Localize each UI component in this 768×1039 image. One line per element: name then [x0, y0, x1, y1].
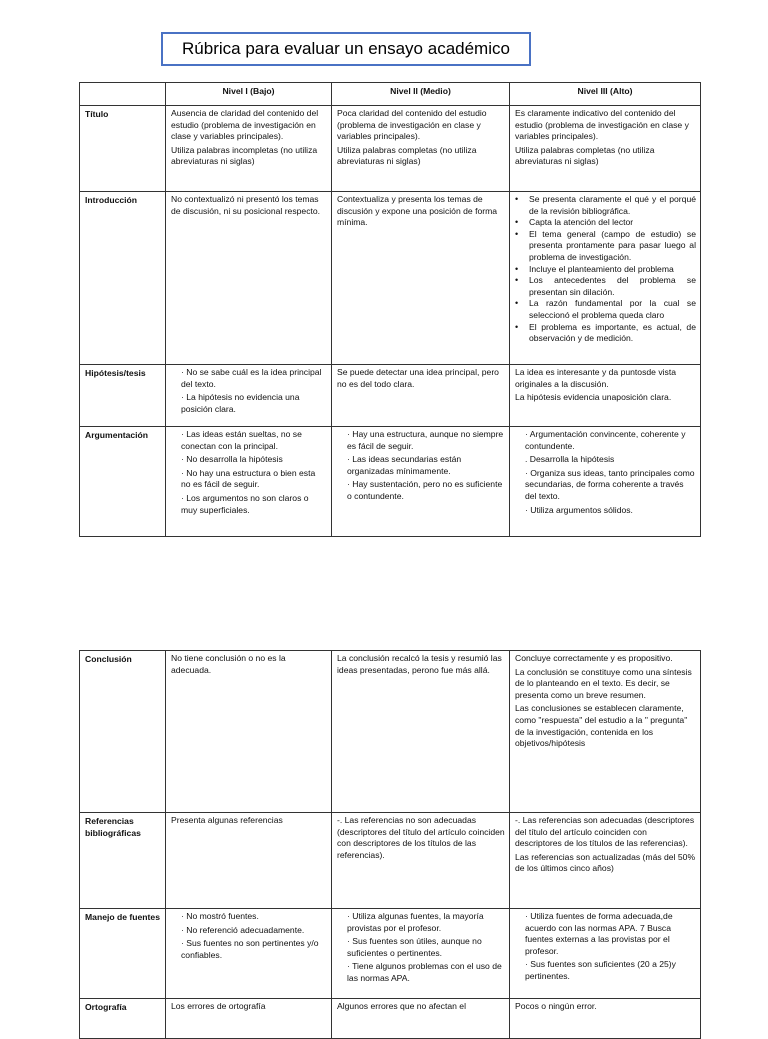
rubric-row-manejo-de-fuentes [80, 909, 701, 999]
cell-text: Utiliza palabras completas (no utiliza abreviaturas ni siglas) [337, 144, 477, 167]
cell-text: · Tiene algunos problemas con el uso de las normas APA. [347, 961, 502, 983]
cell-text: · La hipótesis no evidencia una posición clara. [181, 392, 300, 414]
cell-text: Los errores de ortografía [171, 1001, 266, 1011]
level-2-cell [332, 192, 510, 365]
cell-text: No contextualizó ni presentó los temas de discusión, ni su posicional respecto. [171, 194, 321, 216]
rubric-table-part-2 [79, 650, 701, 1039]
cell-text: Presenta algunas referencias [171, 815, 283, 825]
level-2-cell [332, 999, 510, 1039]
bullet-item: • El problema es importante, es actual, de observación y de medición. [515, 322, 696, 345]
cell-text: · Utiliza algunas fuentes, la mayoría provistas por el profesor. [347, 911, 484, 933]
rubric-row-argumentacion [80, 427, 701, 537]
header-level-3: Nivel III (Alto) [510, 83, 701, 106]
rubric-table-part-1 [79, 82, 701, 537]
criterion-label: Conclusión [80, 651, 166, 813]
bullet-item: • Se presenta claramente el qué y el porqué de la revisión bibliográfica. [515, 194, 696, 217]
level-1-cell [166, 106, 332, 192]
cell-text: · Sus fuentes son suficientes (20 a 25)y pertinentes. [525, 959, 676, 981]
level-1-cell [166, 999, 332, 1039]
level-3-cell [510, 365, 701, 427]
cell-text: Las conclusiones se establecen claramente, como "respuesta" del estudio a la " pregunta" de la investigación, contenida en los objetivos/hipótesis [515, 703, 688, 749]
cell-text: · Las ideas están sueltas, no se conectan con la principal. [181, 429, 302, 451]
cell-text: · No referenció adecuadamente. [181, 924, 305, 935]
cell-text: . Desarrolla la hipótesis [525, 454, 615, 465]
level-2-cell [332, 909, 510, 999]
cell-text: Poca claridad del contenido del estudio (problema de investigación en clase y variables principales). [337, 108, 487, 142]
cell-text: · No mostró fuentes. [181, 911, 259, 921]
cell-text: · Utiliza argumentos sólidos. [525, 504, 633, 515]
bullet-item: • Los antecedentes del problema se presentan sin dilación. [515, 275, 696, 298]
cell-text: · Las ideas secundarias están organizadas mínimamente. [347, 454, 462, 476]
cell-text: · No se sabe cuál es la idea principal del texto. [181, 367, 322, 389]
bullet-item: • Incluye el planteamiento del problema [515, 264, 696, 276]
level-1-cell [166, 813, 332, 909]
criterion-label: Argumentación [80, 427, 166, 537]
cell-text: Las referencias son actualizadas (más del 50% de los últimos cinco años) [515, 851, 696, 874]
header-level-2: Nivel II (Medio) [332, 83, 510, 106]
level-3-cell [510, 427, 701, 537]
bullet-item: • El tema general (campo de estudio) se presenta prontamente para pasar luego al problema de investigación. [515, 229, 696, 264]
level-1-cell [166, 651, 332, 813]
cell-text: Concluye correctamente y es propositivo. [515, 653, 673, 663]
header-level-1: Nivel I (Bajo) [166, 83, 332, 106]
criterion-label: Título [80, 106, 166, 192]
level-2-cell [332, 651, 510, 813]
bullet-item: • Capta la atención del lector [515, 217, 696, 229]
cell-text: La hipótesis evidencia unaposición clara. [515, 392, 672, 403]
cell-text: Ausencia de claridad del contenido del estudio (problema de investigación en clase y variables principales). [171, 108, 319, 142]
cell-text: -. Las referencias no son adecuadas (descriptores del título del artículo coinciden con descriptores de los títulos de las referencias). [337, 815, 505, 860]
cell-text: · Hay sustentación, pero no es suficiente o contundente. [347, 479, 503, 501]
cell-text: -. Las referencias son adecuadas (descriptores del título del artículo coinciden con descriptores de los títulos de las referencias). [515, 815, 695, 849]
cell-text: Algunos errores que no afectan el [337, 1001, 466, 1011]
rubric-row-conclusion [80, 651, 701, 813]
cell-text: Utiliza palabras incompletas (no utiliza abreviaturas ni siglas) [171, 144, 318, 167]
document-title: Rúbrica para evaluar un ensayo académico [161, 32, 531, 66]
level-3-cell [510, 192, 701, 365]
level-3-cell [510, 106, 701, 192]
cell-text: Utiliza palabras completas (no utiliza abreviaturas ni siglas) [515, 144, 655, 167]
cell-text: · No hay una estructura o bien esta no es fácil de seguir. [181, 467, 316, 490]
cell-text: · Sus fuentes no son pertinentes y/o confiables. [181, 938, 319, 960]
level-1-cell [166, 427, 332, 537]
level-3-cell [510, 909, 701, 999]
rubric-row-referencias-bibliograficas [80, 813, 701, 909]
cell-text: · Organiza sus ideas, tanto principales como secundarias, de forma coherente a través del texto. [525, 467, 695, 501]
level-3-cell [510, 651, 701, 813]
criterion-label: Ortografía [80, 999, 166, 1039]
cell-text: · Los argumentos no son claros o muy superficiales. [181, 492, 309, 515]
level-2-cell [332, 365, 510, 427]
rubric-row-hipotesis-tesis [80, 365, 701, 427]
cell-text: Se puede detectar una idea principal, pero no es del todo clara. [337, 367, 499, 389]
level-2-cell [332, 813, 510, 909]
header-row [80, 83, 701, 106]
criterion-label: Referencias bibliográficas [80, 813, 166, 909]
cell-text: · Hay una estructura, aunque no siempre es fácil de seguir. [347, 429, 504, 451]
level-1-cell [166, 192, 332, 365]
cell-text: La conclusión recalcó la tesis y resumió las ideas presentadas, perono fue más allá. [337, 653, 502, 675]
level-2-cell [332, 427, 510, 537]
rubric-row-titulo [80, 106, 701, 192]
criterion-label: Manejo de fuentes [80, 909, 166, 999]
cell-text: La idea es interesante y da puntosde vista originales a la discusión. [515, 367, 677, 389]
cell-text: Es claramente indicativo del contenido del estudio (problema de investigación en clase y variables principales). [515, 108, 689, 142]
cell-text: · Sus fuentes son útiles, aunque no suficientes o pertinentes. [347, 936, 482, 958]
cell-text: No tiene conclusión o no es la adecuada. [171, 653, 286, 675]
rubric-row-ortografia [80, 999, 701, 1039]
level-3-cell [510, 813, 701, 909]
level-1-cell [166, 909, 332, 999]
level-1-cell [166, 365, 332, 427]
cell-text: Pocos o ningún error. [515, 1001, 597, 1011]
bullet-item: • La razón fundamental por la cual se seleccionó el problema queda claro [515, 298, 696, 321]
cell-text: · No desarrolla la hipótesis [181, 454, 283, 465]
cell-text: · Argumentación convincente, coherente y contundente. [525, 429, 686, 451]
cell-text: La conclusión se constituye como una síntesis de lo planteando en el texto. Es decir, se presenta como un breve resumen. [515, 666, 692, 700]
level-2-cell [332, 106, 510, 192]
rubric-row-introduccion [80, 192, 701, 365]
level-3-cell [510, 999, 701, 1039]
cell-text: · Utiliza fuentes de forma adecuada,de acuerdo con las normas APA. 7 Busca fuentes externas a las provistas por el profesor. [525, 911, 673, 956]
cell-text: Contextualiza y presenta los temas de discusión y expone una posición de forma mínima. [337, 194, 498, 228]
header-empty [80, 83, 166, 106]
criterion-label: Hipótesis/tesis [80, 365, 166, 427]
criterion-label: Introducción [80, 192, 166, 365]
